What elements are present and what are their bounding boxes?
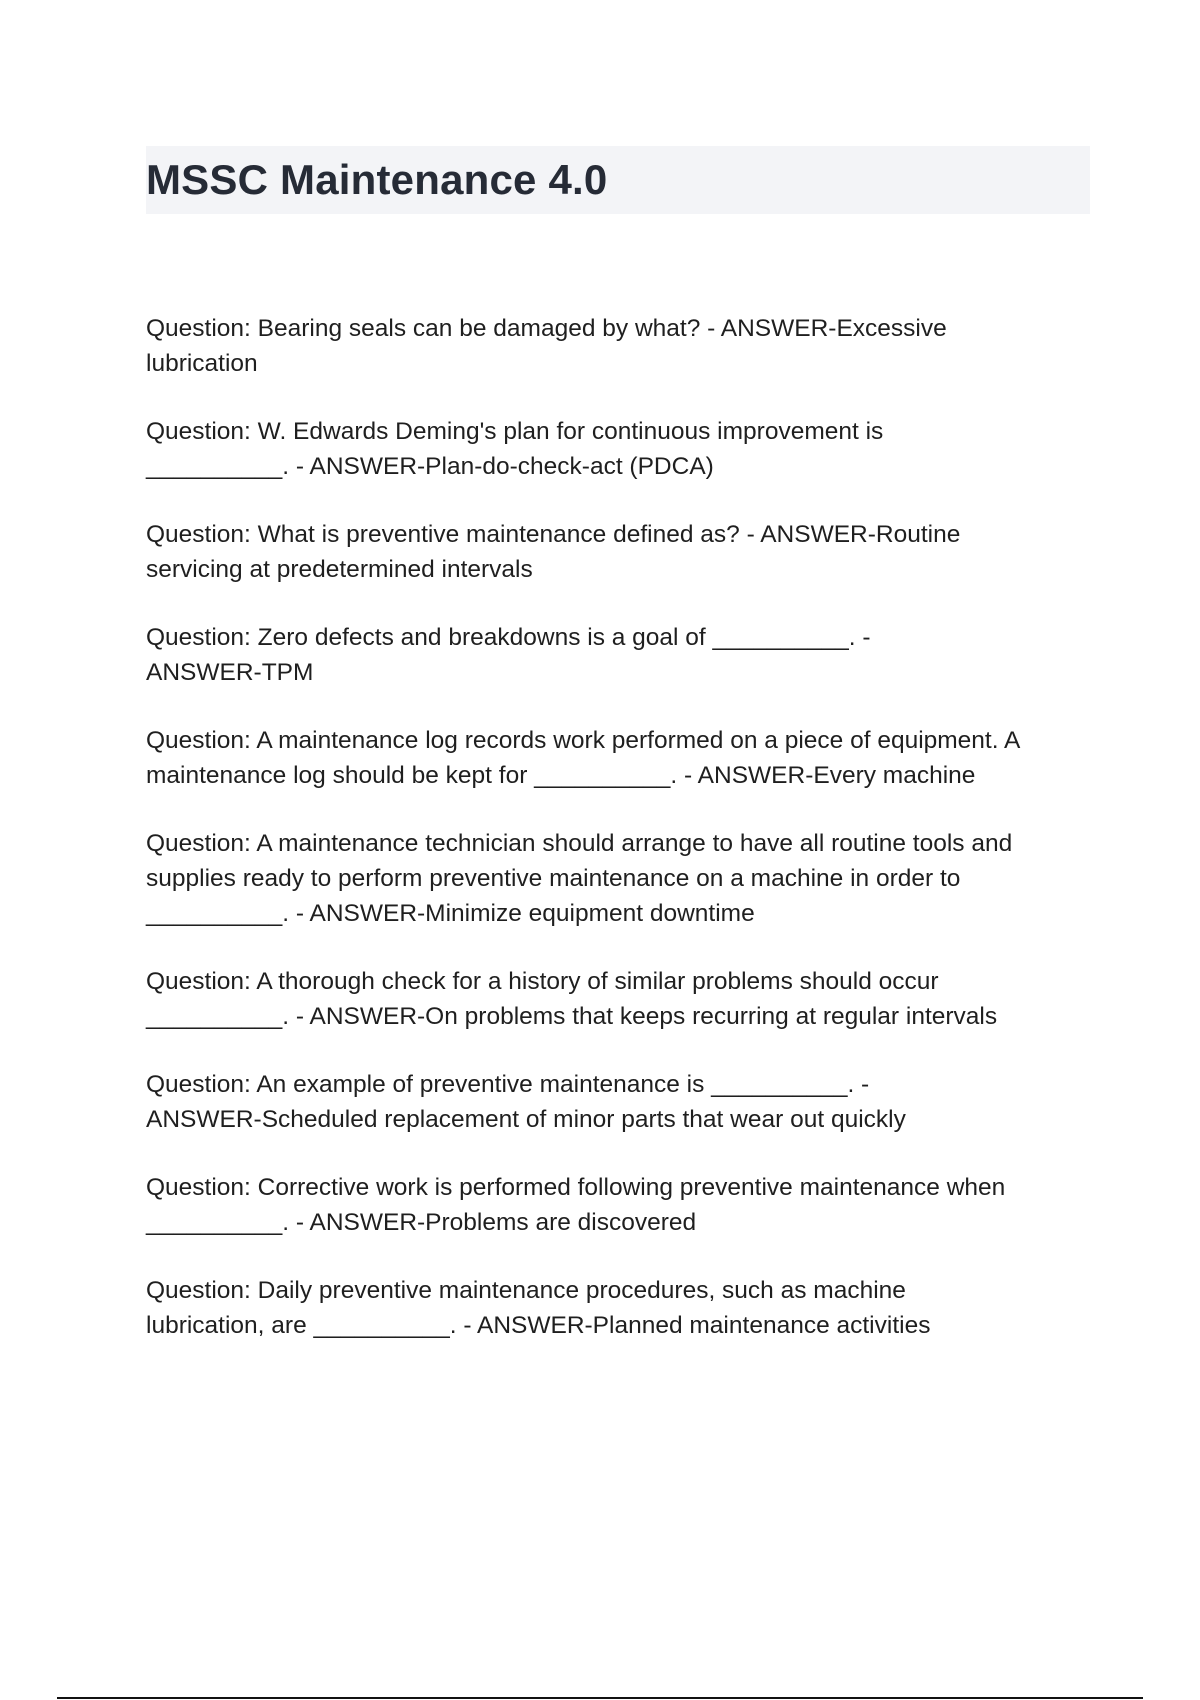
qa-item — [146, 723, 1096, 793]
qa-text-line: Question: Bearing seals can be damaged by what? - ANSWER-Excessive — [146, 315, 947, 342]
qa-text-line: Question: An example of preventive maintenance is __________. - — [146, 1071, 870, 1098]
qa-text-line: ANSWER-TPM — [146, 659, 314, 686]
qa-item — [146, 1273, 1096, 1343]
qa-text-line: lubrication — [146, 350, 258, 377]
qa-text-line: Question: A maintenance technician should arrange to have all routine tools and — [146, 830, 1013, 857]
qa-text-line: Question: Corrective work is performed following preventive maintenance when — [146, 1174, 1006, 1201]
qa-text-line: __________. - ANSWER-Problems are discovered — [146, 1209, 697, 1236]
qa-text-line: servicing at predetermined intervals — [146, 556, 533, 583]
qa-text-line: Question: Zero defects and breakdowns is a goal of __________. - — [146, 624, 871, 651]
qa-text-line: lubrication, are __________. - ANSWER-Planned maintenance activities — [146, 1312, 931, 1339]
qa-text-line: __________. - ANSWER-Minimize equipment downtime — [146, 900, 755, 927]
qa-text-line: Question: What is preventive maintenance defined as? - ANSWER-Routine — [146, 521, 961, 548]
qa-item — [146, 414, 1096, 484]
qa-text-line: Question: A maintenance log records work performed on a piece of equipment. A — [146, 727, 1021, 754]
qa-text-line: __________. - ANSWER-Plan-do-check-act (PDCA) — [146, 453, 714, 480]
footer-divider — [57, 1697, 1143, 1699]
qa-text-line: Question: Daily preventive maintenance procedures, such as machine — [146, 1277, 906, 1304]
qa-text-line: Question: W. Edwards Deming's plan for continuous improvement is — [146, 418, 884, 445]
qa-item — [146, 620, 1096, 690]
qa-text-line: __________. - ANSWER-On problems that keeps recurring at regular intervals — [146, 1003, 998, 1030]
qa-text-line: maintenance log should be kept for __________. - ANSWER-Every machine — [146, 762, 976, 789]
qa-text-line: ANSWER-Scheduled replacement of minor parts that wear out quickly — [146, 1106, 906, 1133]
qa-item — [146, 826, 1096, 931]
qa-list — [146, 311, 1096, 1376]
qa-item — [146, 311, 1096, 381]
qa-item — [146, 517, 1096, 587]
qa-text-line: Question: A thorough check for a history of similar problems should occur — [146, 968, 939, 995]
qa-item — [146, 964, 1096, 1034]
qa-item — [146, 1170, 1096, 1240]
qa-item — [146, 1067, 1096, 1137]
page-title: MSSC Maintenance 4.0 — [146, 156, 608, 203]
qa-text-line: supplies ready to perform preventive maintenance on a machine in order to — [146, 865, 961, 892]
